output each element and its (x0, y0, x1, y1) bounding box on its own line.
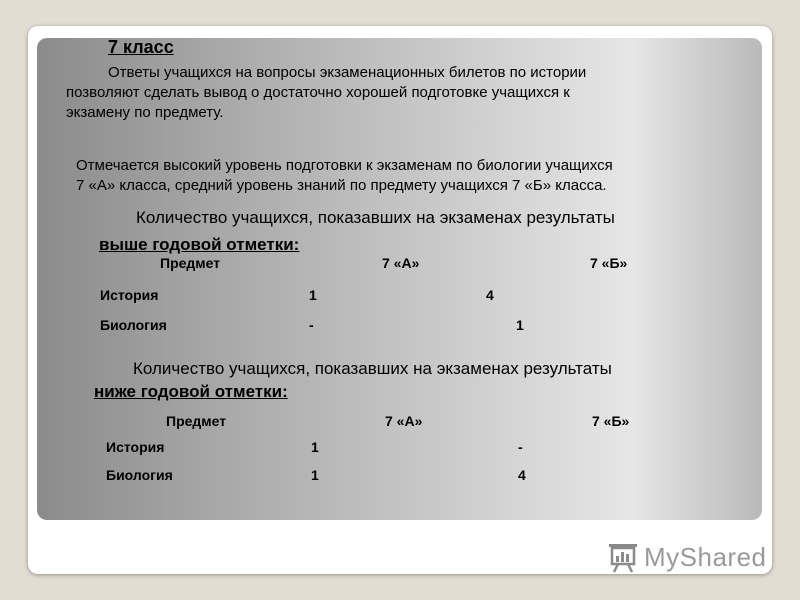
paragraph-biology (76, 156, 613, 196)
table-cell-7b: 4 (518, 467, 526, 483)
table-cell-subject: История (100, 287, 159, 303)
paragraph-history (66, 63, 586, 123)
section-above-subheading: выше годовой отметки: (99, 235, 300, 254)
table-cell-7b: 4 (486, 287, 494, 303)
slide-title: 7 класс (108, 37, 174, 57)
section-above-heading: Количество учащихся, показавших на экзаменах результаты (136, 208, 615, 227)
table-cell-7a: - (309, 317, 314, 333)
paragraph-line: 7 «А» класса, средний уровень знаний по предмету учащихся 7 «Б» класса. (76, 177, 607, 194)
table-cell-7a: 1 (309, 287, 317, 303)
paragraph-line: экзамену по предмету. (66, 104, 224, 121)
column-header-7b: 7 «Б» (592, 413, 630, 429)
column-header-subject: Предмет (160, 255, 221, 271)
table-cell-7a: 1 (311, 467, 319, 483)
table-cell-subject: Биология (100, 317, 167, 333)
column-header-7b: 7 «Б» (590, 255, 628, 271)
myshared-logo[interactable] (606, 540, 767, 574)
paragraph-line: Ответы учащихся на вопросы экзаменационных билетов по истории (108, 64, 587, 81)
logo-text: MyShared (644, 541, 767, 572)
table-cell-7a: 1 (311, 439, 319, 455)
table-cell-subject: Биология (106, 467, 173, 483)
section-below-subheading: ниже годовой отметки: (94, 382, 288, 401)
presentation-board-icon (606, 540, 640, 574)
paragraph-line: позволяют сделать вывод о достаточно хорошей подготовке учащихся к (66, 84, 570, 101)
column-header-subject: Предмет (166, 413, 227, 429)
section-below-heading: Количество учащихся, показавших на экзаменах результаты (133, 359, 612, 378)
column-header-7a: 7 «А» (385, 413, 423, 429)
table-cell-7b: 1 (516, 317, 524, 333)
table-cell-7b: - (518, 439, 523, 455)
column-header-7a: 7 «А» (382, 255, 420, 271)
paragraph-line: Отмечается высокий уровень подготовки к экзаменам по биологии учащихся (76, 157, 613, 174)
table-cell-subject: История (106, 439, 165, 455)
